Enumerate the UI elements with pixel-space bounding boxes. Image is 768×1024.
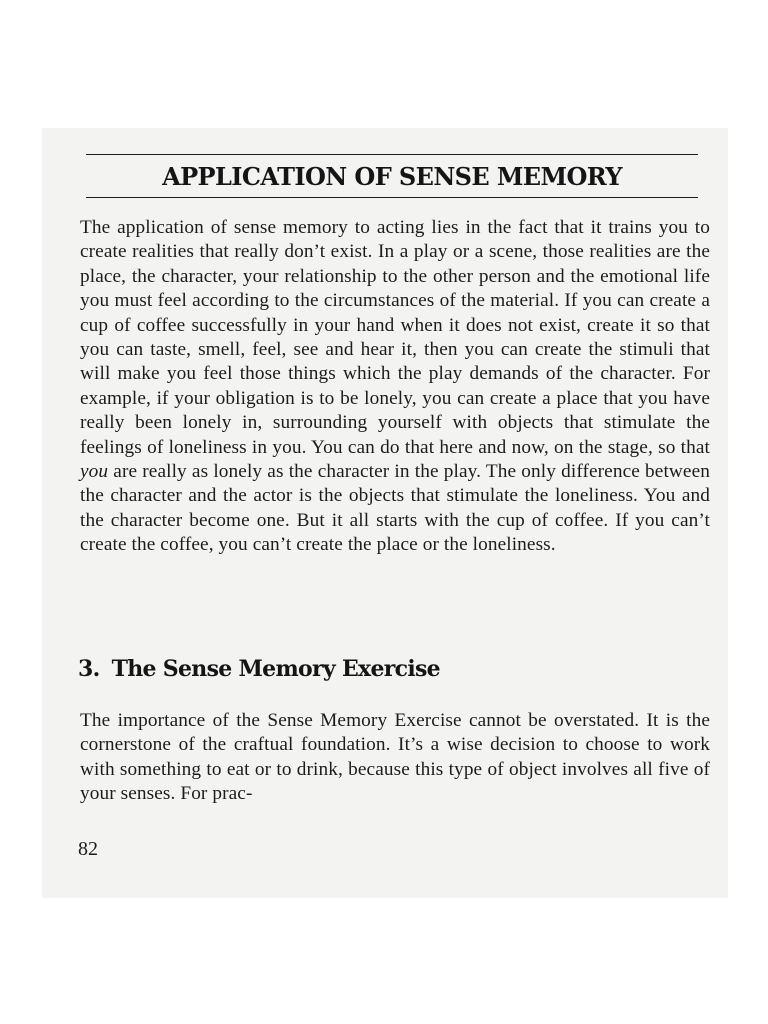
paragraph-application: [80, 216, 710, 558]
page-title: APPLICATION OF SENSE MEMORY: [162, 162, 622, 191]
section-number: 3.: [78, 656, 100, 682]
paragraph-text: The application of sense memory to acting lies in the fact that it trains you to create realities that really don’t exist. In a play or a scene, those realities are the place, the character, your relationship to the other person and the emotional life you must feel according to the circumstances of the material. If you can create a cup of coffee successfully in your hand when it does not exist, create it so that you can taste, smell, feel, see and hear it, then you can create the stimuli that will make you feel those things which the play demands of the character. For example, if your obligation is to be lonely, you can create a place that you have really been lonely in, surrounding yourself with objects that stimulate the feelings of loneliness in you. You can do that here and now, on the stage, so that: [80, 217, 710, 458]
section-heading: [78, 652, 440, 686]
page-number: 82: [78, 838, 98, 860]
section-title: The Sense Memory Exercise: [111, 656, 440, 682]
title-rule-top: [86, 154, 698, 155]
paragraph-exercise: The importance of the Sense Memory Exercise cannot be overstated. It is the cornerstone of the craftual foundation. It’s a wise decision to choose to work with something to eat or to drink, because this type of object involves all five of your senses. For prac-: [80, 710, 710, 805]
emphasis-word: you: [80, 461, 109, 483]
title-rule-bottom: [86, 197, 698, 198]
paragraph-text: are really as lonely as the character in the play. The only difference between the character and the actor is the objects that stimulate the loneliness. You and the character become one. But it all starts with the cup of coffee. If you can’t create the coffee, you can’t create the place or the loneliness.: [80, 461, 710, 556]
